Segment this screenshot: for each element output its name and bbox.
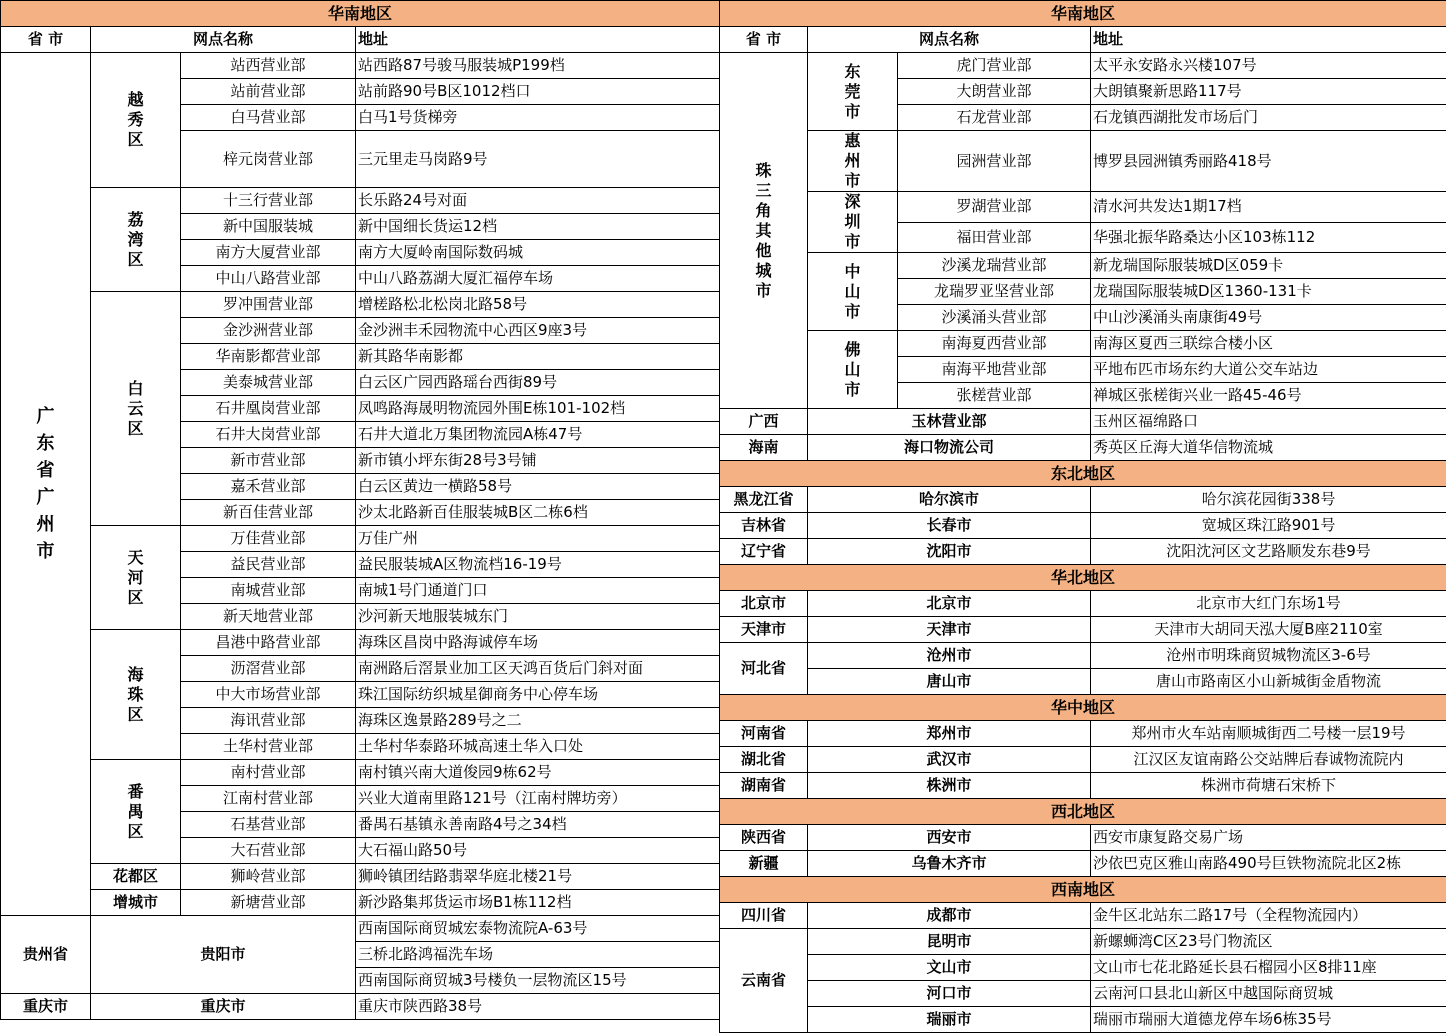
table-row	[720, 877, 1446, 903]
outlet-address: 新中国细长货运12档	[356, 214, 720, 240]
column-header-province: 省 市	[720, 27, 808, 53]
city-cell: 长春市	[808, 513, 1091, 539]
outlet-name: 大石营业部	[181, 838, 356, 864]
city-cell: 中 山 市	[808, 253, 898, 331]
outlet-address: 石井大道北万集团物流园A栋47号	[356, 422, 720, 448]
province-cell: 黑龙江省	[720, 487, 808, 513]
outlet-address: 土华村华泰路环城高速土华入口处	[356, 734, 720, 760]
outlet-name: 玉林营业部	[808, 409, 1091, 435]
city-cell: 北京市	[808, 591, 1091, 617]
table-row	[720, 1, 1446, 27]
outlet-address: 西南国际商贸城宏泰物流院A-63号	[356, 916, 720, 942]
outlet-name: 石井凰岗营业部	[181, 396, 356, 422]
outlet-name: 中大市场营业部	[181, 682, 356, 708]
province-cell: 云南省	[720, 929, 808, 1033]
outlet-address: 白马1号货梯旁	[356, 105, 720, 131]
city-cell: 沈阳市	[808, 539, 1091, 565]
outlet-name: 站前营业部	[181, 79, 356, 105]
outlet-name: 虎门营业部	[898, 53, 1091, 79]
outlet-address: 哈尔滨花园街338号	[1091, 487, 1446, 513]
outlet-name: 美泰城营业部	[181, 370, 356, 396]
outlet-name: 江南村营业部	[181, 786, 356, 812]
outlet-name: 站西营业部	[181, 53, 356, 79]
outlet-address: 文山市七花北路延长县石榴园小区8排11座	[1091, 955, 1446, 981]
province-cell: 陕西省	[720, 825, 808, 851]
district-cell: 海 珠 区	[91, 630, 181, 760]
province-cell: 广 东 省 广 州 市	[1, 53, 91, 916]
outlet-address: 瑞丽市瑞丽大道德龙停车场6栋35号	[1091, 1007, 1446, 1033]
outlet-address: 南城1号门通道门口	[356, 578, 720, 604]
district-cell: 天 河 区	[91, 526, 181, 630]
outlet-address: 宽城区珠江路901号	[1091, 513, 1446, 539]
left-outlet-table	[0, 0, 720, 1020]
city-cell: 武汉市	[808, 747, 1091, 773]
province-cell: 湖南省	[720, 773, 808, 799]
table-row	[720, 591, 1446, 617]
table-row	[720, 799, 1446, 825]
outlet-address: 沙依巴克区雅山南路490号巨铁物流院北区2栋	[1091, 851, 1446, 877]
outlet-address: 增槎路松北松岗北路58号	[356, 292, 720, 318]
outlet-name: 张槎营业部	[898, 383, 1091, 409]
outlet-name: 石基营业部	[181, 812, 356, 838]
outlet-address: 南村镇兴南大道俊园9栋62号	[356, 760, 720, 786]
outlet-address: 长乐路24号对面	[356, 188, 720, 214]
region-header: 华南地区	[720, 1, 1446, 27]
outlet-address: 秀英区丘海大道华信物流城	[1091, 435, 1446, 461]
province-cell: 河南省	[720, 721, 808, 747]
outlet-name: 沥滘营业部	[181, 656, 356, 682]
outlet-name: 新中国服装城	[181, 214, 356, 240]
outlet-name: 海讯营业部	[181, 708, 356, 734]
outlet-address: 海珠区逸景路289号之二	[356, 708, 720, 734]
city-cell: 瑞丽市	[808, 1007, 1091, 1033]
table-row	[1, 630, 720, 656]
table-row	[720, 539, 1446, 565]
city-cell: 重庆市	[91, 994, 356, 1020]
city-cell: 惠 州 市	[808, 131, 898, 192]
outlet-address: 唐山市路南区小山新城街金盾物流	[1091, 669, 1446, 695]
outlet-name: 园洲营业部	[898, 131, 1091, 192]
table-row	[720, 773, 1446, 799]
table-row	[720, 955, 1446, 981]
outlet-address: 白云区广园西路瑶台西街89号	[356, 370, 720, 396]
province-cell: 新疆	[720, 851, 808, 877]
table-row	[1, 1, 720, 27]
outlet-name: 南方大厦营业部	[181, 240, 356, 266]
outlet-address: 西南国际商贸城3号楼负一层物流区15号	[356, 968, 720, 994]
outlet-name: 新市营业部	[181, 448, 356, 474]
table-row	[720, 461, 1446, 487]
outlet-address: 沙太北路新百佳服装城B区二栋6档	[356, 500, 720, 526]
table-row	[720, 435, 1446, 461]
outlet-address: 金牛区北站东二路17号（全程物流园内）	[1091, 903, 1446, 929]
table-row	[720, 565, 1446, 591]
outlet-name: 大朗营业部	[898, 79, 1091, 105]
outlet-address: 太平永安路永兴楼107号	[1091, 53, 1446, 79]
region-header: 华北地区	[720, 565, 1446, 591]
table-row	[720, 253, 1446, 279]
outlet-name: 石井大岗营业部	[181, 422, 356, 448]
outlet-address: 云南河口县北山新区中越国际商贸城	[1091, 981, 1446, 1007]
table-row	[1, 760, 720, 786]
column-header-outlet: 网点名称	[808, 27, 1091, 53]
table-row	[1, 994, 720, 1020]
outlet-address: 白云区黄边一横路58号	[356, 474, 720, 500]
outlet-name: 狮岭营业部	[181, 864, 356, 890]
table-row	[1, 890, 720, 916]
column-header-address: 地址	[356, 27, 720, 53]
outlet-address: 龙瑞国际服装城D区1360-131卡	[1091, 279, 1446, 305]
outlet-address: 番禺石基镇永善南路4号之34档	[356, 812, 720, 838]
district-cell: 白 云 区	[91, 292, 181, 526]
province-cell: 天津市	[720, 617, 808, 643]
table-row	[720, 53, 1446, 79]
outlet-name: 华南影都营业部	[181, 344, 356, 370]
table-row	[720, 27, 1446, 53]
table-row	[1, 526, 720, 552]
outlet-address: 大朗镇聚新思路117号	[1091, 79, 1446, 105]
outlet-name: 万佳营业部	[181, 526, 356, 552]
table-row	[1, 916, 720, 942]
outlet-address: 博罗县园洲镇秀丽路418号	[1091, 131, 1446, 192]
outlet-address: 株洲市荷塘石宋桥下	[1091, 773, 1446, 799]
prd-cell: 珠 三 角 其 他 城 市	[720, 53, 808, 409]
region-header: 华南地区	[1, 1, 720, 27]
outlet-address: 玉州区福绵路口	[1091, 409, 1446, 435]
outlet-name: 罗湖营业部	[898, 192, 1091, 223]
province-cell: 吉林省	[720, 513, 808, 539]
table-row	[720, 1007, 1446, 1033]
city-cell: 哈尔滨市	[808, 487, 1091, 513]
city-cell: 佛 山 市	[808, 331, 898, 409]
table-row	[720, 929, 1446, 955]
city-cell: 文山市	[808, 955, 1091, 981]
district-cell: 越 秀 区	[91, 53, 181, 188]
outlet-address: 石龙镇西湖批发市场后门	[1091, 105, 1446, 131]
outlet-name: 新天地营业部	[181, 604, 356, 630]
outlet-address: 三桥北路鸿福洗车场	[356, 942, 720, 968]
outlet-name: 沙溪龙瑞营业部	[898, 253, 1091, 279]
outlet-address: 三元里走马岗路9号	[356, 131, 720, 188]
table-row	[720, 487, 1446, 513]
city-cell: 乌鲁木齐市	[808, 851, 1091, 877]
outlet-address: 金沙洲丰禾园物流中心西区9座3号	[356, 318, 720, 344]
table-row	[720, 695, 1446, 721]
outlet-address: 凤鸣路海晟明物流园外围E栋101-102档	[356, 396, 720, 422]
outlet-address: 江汉区友谊南路公交站牌后春诚物流院内	[1091, 747, 1446, 773]
outlet-name: 南海夏西营业部	[898, 331, 1091, 357]
outlet-address: 万佳广州	[356, 526, 720, 552]
province-cell: 辽宁省	[720, 539, 808, 565]
outlet-address: 益民服装城A区物流档16-19号	[356, 552, 720, 578]
outlet-name: 益民营业部	[181, 552, 356, 578]
outlet-name: 南村营业部	[181, 760, 356, 786]
outlet-address: 沧州市明珠商贸城物流区3-6号	[1091, 643, 1446, 669]
outlet-address: 清水河共发达1期17档	[1091, 192, 1446, 223]
table-row	[1, 292, 720, 318]
region-header: 华中地区	[720, 695, 1446, 721]
province-cell: 重庆市	[1, 994, 91, 1020]
district-cell: 荔 湾 区	[91, 188, 181, 292]
outlet-address: 南方大厦岭南国际数码城	[356, 240, 720, 266]
outlet-address: 郑州市火车站南顺城街西二号楼一层19号	[1091, 721, 1446, 747]
outlet-address: 禅城区张槎街兴业一路45-46号	[1091, 383, 1446, 409]
table-row	[1, 864, 720, 890]
column-header-address: 地址	[1091, 27, 1446, 53]
outlet-name: 新塘营业部	[181, 890, 356, 916]
district-cell: 番 禺 区	[91, 760, 181, 864]
outlet-address: 新市镇小坪东街28号3号铺	[356, 448, 720, 474]
region-header: 西南地区	[720, 877, 1446, 903]
outlet-address: 中山八路荔湖大厦汇福停车场	[356, 266, 720, 292]
district-cell: 花都区	[91, 864, 181, 890]
outlet-name: 十三行营业部	[181, 188, 356, 214]
province-cell: 河北省	[720, 643, 808, 695]
outlet-name: 福田营业部	[898, 222, 1091, 253]
province-cell: 贵州省	[1, 916, 91, 994]
outlet-address: 重庆市陕西路38号	[356, 994, 720, 1020]
outlet-address: 新龙瑞国际服装城D区059卡	[1091, 253, 1446, 279]
table-row	[1, 53, 720, 79]
outlet-address: 新其路华南影都	[356, 344, 720, 370]
province-cell: 湖北省	[720, 747, 808, 773]
outlet-name: 新百佳营业部	[181, 500, 356, 526]
table-row	[720, 721, 1446, 747]
column-header-outlet: 网点名称	[91, 27, 356, 53]
table-row	[720, 513, 1446, 539]
outlet-name: 白马营业部	[181, 105, 356, 131]
city-cell: 郑州市	[808, 721, 1091, 747]
outlet-address: 南海区夏西三联综合楼小区	[1091, 331, 1446, 357]
province-cell: 广西	[720, 409, 808, 435]
outlet-name: 海口物流公司	[808, 435, 1091, 461]
outlet-name: 龙瑞罗亚坚营业部	[898, 279, 1091, 305]
table-row	[720, 825, 1446, 851]
outlet-name: 金沙洲营业部	[181, 318, 356, 344]
outlet-address: 兴业大道南里路121号（江南村牌坊旁）	[356, 786, 720, 812]
outlet-address: 狮岭镇团结路翡翠华庭北楼21号	[356, 864, 720, 890]
city-cell: 沧州市	[808, 643, 1091, 669]
outlet-address: 珠江国际纺织城星御商务中心停车场	[356, 682, 720, 708]
table-row	[720, 669, 1446, 695]
city-cell: 成都市	[808, 903, 1091, 929]
outlet-address: 站西路87号骏马服装城P199档	[356, 53, 720, 79]
outlet-name: 昌港中路营业部	[181, 630, 356, 656]
outlet-name: 南城营业部	[181, 578, 356, 604]
outlet-address: 站前路90号B区1012档口	[356, 79, 720, 105]
city-cell: 唐山市	[808, 669, 1091, 695]
table-row	[1, 27, 720, 53]
outlet-name: 罗冲围营业部	[181, 292, 356, 318]
city-cell: 河口市	[808, 981, 1091, 1007]
outlet-address: 海珠区昌岗中路海诚停车场	[356, 630, 720, 656]
region-header: 西北地区	[720, 799, 1446, 825]
table-row	[1, 188, 720, 214]
outlet-address: 沙河新天地服装城东门	[356, 604, 720, 630]
city-cell: 西安市	[808, 825, 1091, 851]
table-row	[720, 747, 1446, 773]
table-row	[720, 617, 1446, 643]
outlet-address: 新螺蛳湾C区23号门物流区	[1091, 929, 1446, 955]
outlet-address: 平地布匹市场东约大道公交车站边	[1091, 357, 1446, 383]
outlet-address: 中山沙溪涌头南康街49号	[1091, 305, 1446, 331]
city-cell: 贵阳市	[91, 916, 356, 994]
outlet-name: 嘉禾营业部	[181, 474, 356, 500]
outlet-name: 石龙营业部	[898, 105, 1091, 131]
outlet-address: 北京市大红门东场1号	[1091, 591, 1446, 617]
column-header-province: 省 市	[1, 27, 91, 53]
outlet-address: 沈阳沈河区文艺路顺发东巷9号	[1091, 539, 1446, 565]
table-row	[720, 331, 1446, 357]
table-row	[720, 851, 1446, 877]
outlet-name: 沙溪涌头营业部	[898, 305, 1091, 331]
outlet-name: 梓元岗营业部	[181, 131, 356, 188]
table-row	[720, 192, 1446, 223]
province-cell: 北京市	[720, 591, 808, 617]
city-cell: 株洲市	[808, 773, 1091, 799]
region-header: 东北地区	[720, 461, 1446, 487]
city-cell: 东 莞 市	[808, 53, 898, 131]
table-row	[720, 981, 1446, 1007]
outlet-address: 南洲路后滘景业加工区天鸿百货后门斜对面	[356, 656, 720, 682]
city-cell: 天津市	[808, 617, 1091, 643]
table-row	[720, 409, 1446, 435]
outlet-name: 中山八路营业部	[181, 266, 356, 292]
right-outlet-table	[719, 0, 1446, 1033]
outlet-name: 南海平地营业部	[898, 357, 1091, 383]
outlet-address: 天津市大胡同天泓大厦B座2110室	[1091, 617, 1446, 643]
outlet-address: 新沙路集邦货运市场B1栋112档	[356, 890, 720, 916]
city-cell: 昆明市	[808, 929, 1091, 955]
province-cell: 海南	[720, 435, 808, 461]
outlet-name: 土华村营业部	[181, 734, 356, 760]
city-cell: 深 圳 市	[808, 192, 898, 253]
outlet-address: 西安市康复路交易广场	[1091, 825, 1446, 851]
table-row	[720, 903, 1446, 929]
district-cell: 增城市	[91, 890, 181, 916]
table-row	[720, 131, 1446, 192]
outlet-address: 大石福山路50号	[356, 838, 720, 864]
outlet-address: 华强北振华路桑达小区103栋112	[1091, 222, 1446, 253]
table-row	[720, 643, 1446, 669]
province-cell: 四川省	[720, 903, 808, 929]
